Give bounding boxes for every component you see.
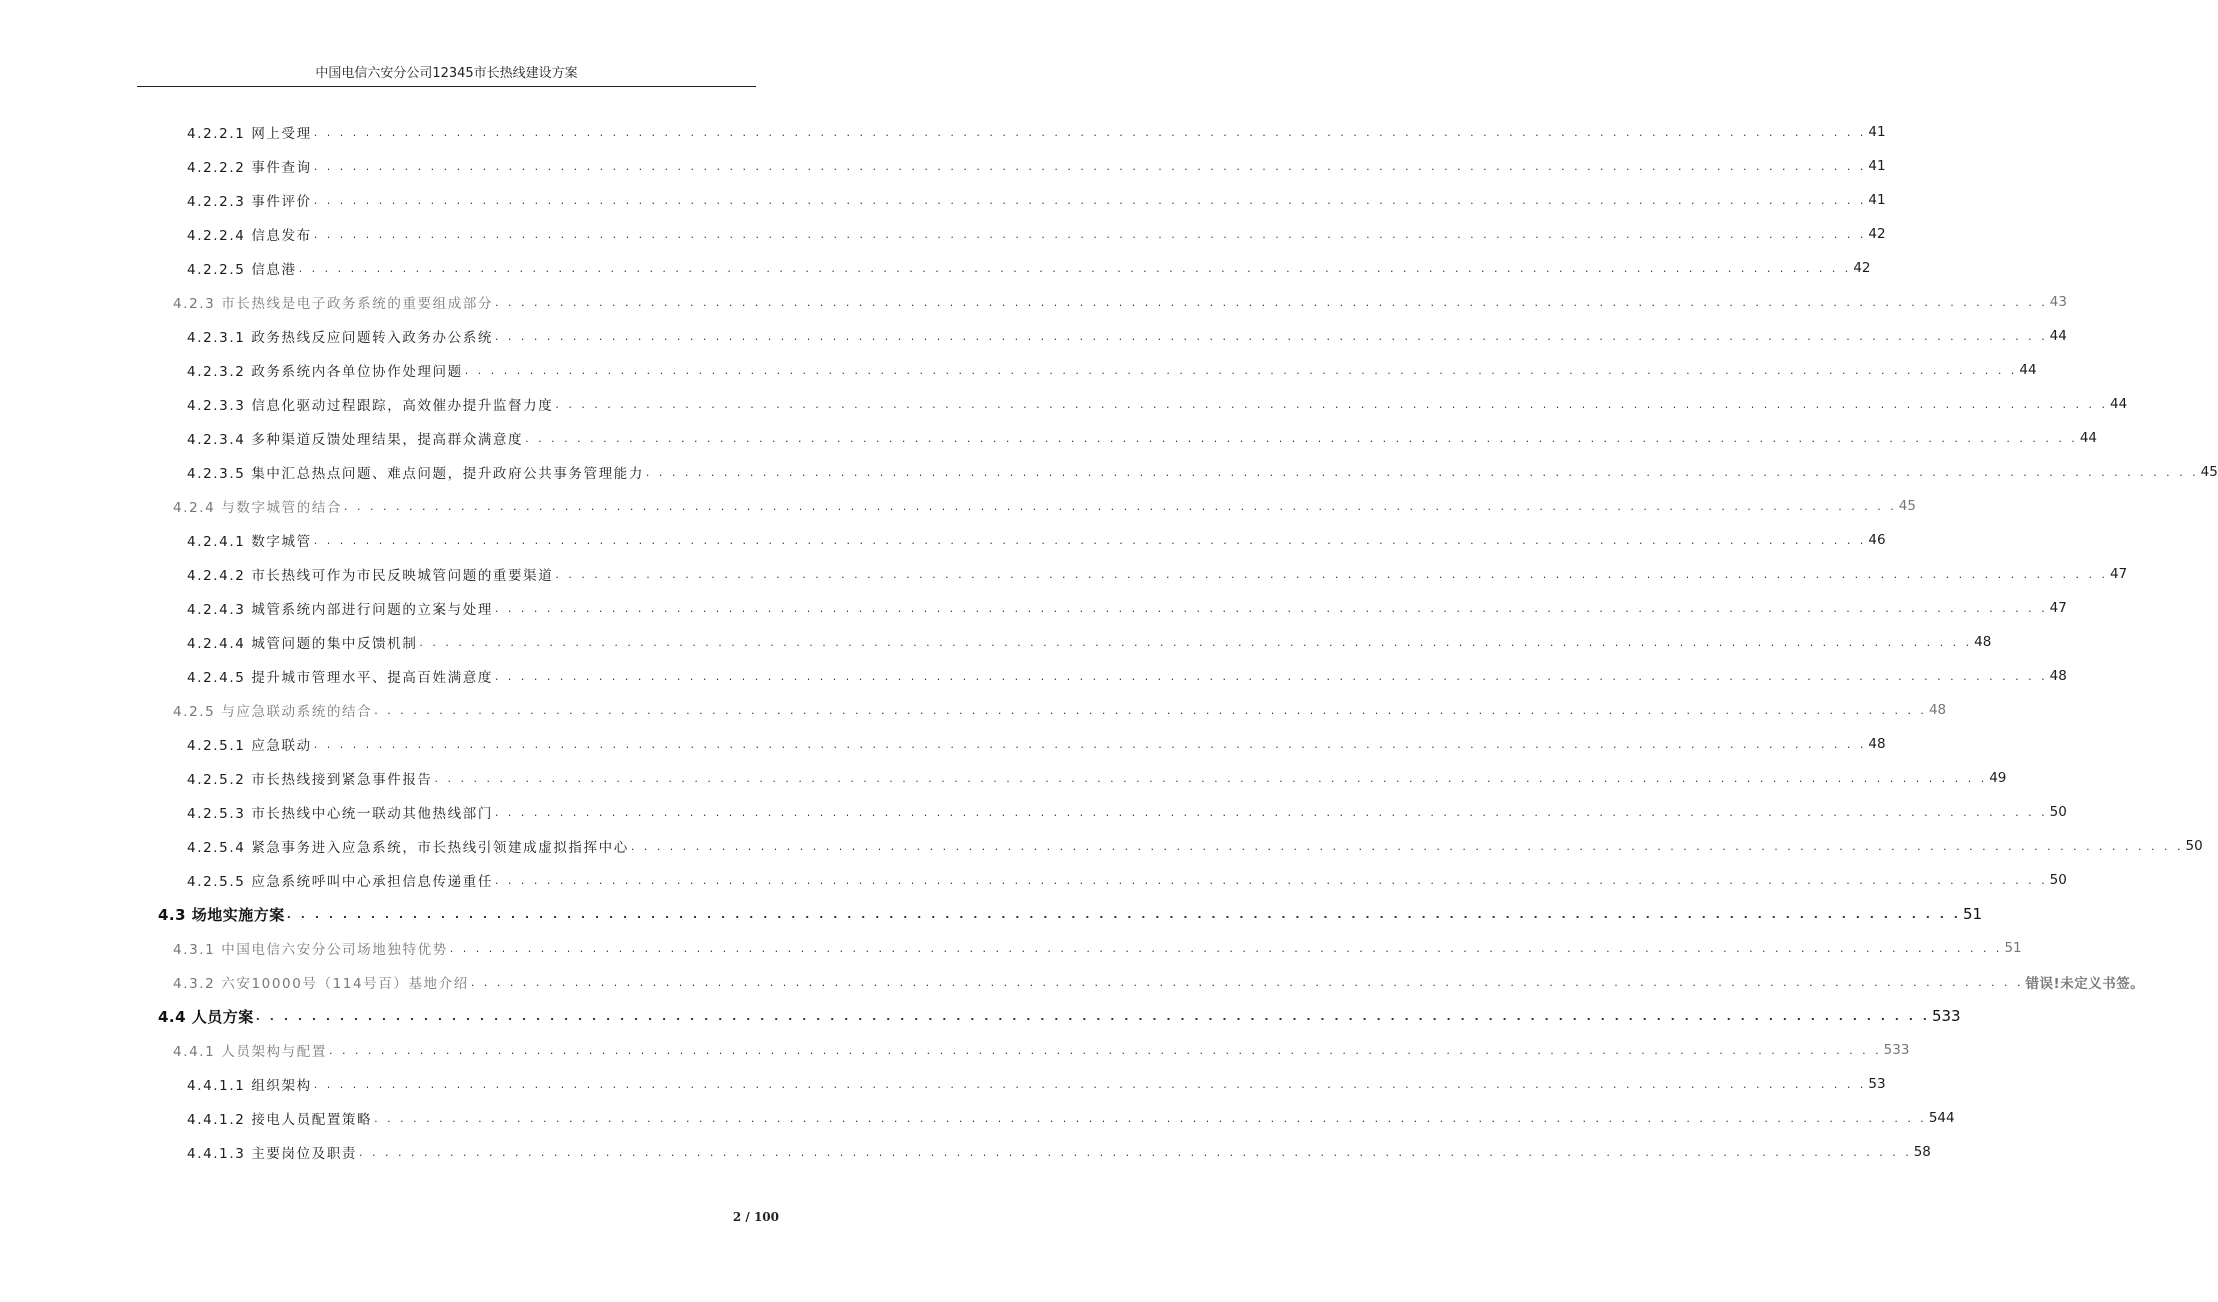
toc-entry-label: 4.2.4.3 城管系统内部进行问题的立案与处理 [187,602,493,618]
toc-entry-label: 4.3.1 中国电信六安分公司场地独特优势 [173,942,448,958]
toc-entry-page: 44 [2079,430,2097,446]
toc-entry[interactable] [187,529,1886,551]
toc-entry[interactable] [187,1107,1955,1129]
toc-entry[interactable] [173,937,2022,959]
toc-entry-page: 48 [1974,634,1992,650]
toc-entry-label: 4.4.1.2 接电人员配置策略 [187,1112,373,1128]
toc-entry[interactable] [173,291,2067,313]
toc-entry-page: 50 [2185,838,2203,854]
toc-entry-label: 4.3 场地实施方案 [158,905,285,924]
toc-entry-label: 4.2.3.1 政务热线反应问题转入政务办公系统 [187,330,493,346]
toc-dot-leader: . . . . . . . . . . . . . . . . . . . . . . . . . . . . . . . . . . . . . . . . . . . . . . . . . . . . . . . . . . . . . . . . . . . . . . . . . . . . . . . . . . . . . . . . . . . . . . . . . . . . . . . . . . . . . . . . . . . . . . . . [255,1009,1930,1023]
toc-entry-label: 4.2.2.5 信息港 [187,262,297,278]
toc-entry-page: 41 [1868,192,1886,208]
toc-dot-leader: . . . . . . . . . . . . . . . . . . . . . . . . . . . . . . . . . . . . . . . . . . . . . . . . . . . . . . . . . . . . . . . . . . . . . . . . . . . . . . . . . . . . . . . . . . . . . . . . . . . . . . . . . . . . . . . . . . . . . . . . [555,397,2109,411]
toc-entry-page: 46 [1868,532,1886,548]
toc-dot-leader: . . . . . . . . . . . . . . . . . . . . . . . . . . . . . . . . . . . . . . . . . . . . . . . . . . . . . . . . . . . . . . . . . . . . . . . . . . . . . . . . . . . . . . . . . . . . . . . . . . . . . . . . . . . . . . . . . . . . . . . . [525,431,2078,445]
toc-entry-page: 45 [1898,498,1916,514]
toc-entry-page: 43 [2049,294,2067,310]
toc-entry[interactable] [187,325,2067,347]
toc-dot-leader: . . . . . . . . . . . . . . . . . . . . . . . . . . . . . . . . . . . . . . . . . . . . . . . . . . . . . . . . . . . . . . . . . . . . . . . . . . . . . . . . . . . . . . . . . . . . . . . . . . . . . . . . . . . . . . . . . . . . . . . . [494,329,2048,343]
toc-dot-leader: . . . . . . . . . . . . . . . . . . . . . . . . . . . . . . . . . . . . . . . . . . . . . . . . . . . . . . . . . . . . . . . . . . . . . . . . . . . . . . . . . . . . . . . . . . . . . . . . . . . . . . . . . . . . . . . . . . . . . . . . [298,261,1852,275]
toc-entry-page: 544 [1928,1110,1955,1126]
toc-entry-label: 4.2.5.5 应急系统呼叫中心承担信息传递重任 [187,874,493,890]
toc-entry[interactable] [187,1073,1886,1095]
toc-entry-label: 4.2.3.4 多种渠道反馈处理结果，提高群众满意度 [187,432,524,448]
toc-dot-leader: . . . . . . . . . . . . . . . . . . . . . . . . . . . . . . . . . . . . . . . . . . . . . . . . . . . . . . . . . . . . . . . . . . . . . . . . . . . . . . . . . . . . . . . . . . . . . . . . . . . . . . . . . . . . . . . . . . . . . . . . [313,1077,1867,1091]
toc-dot-leader: . . . . . . . . . . . . . . . . . . . . . . . . . . . . . . . . . . . . . . . . . . . . . . . . . . . . . . . . . . . . . . . . . . . . . . . . . . . . . . . . . . . . . . . . . . . . . . . . . . . . . . . . . . . . . . . . . . . . . . . . [313,533,1867,547]
toc-entry-page: 51 [1962,905,1983,923]
toc-dot-leader: . . . . . . . . . . . . . . . . . . . . . . . . . . . . . . . . . . . . . . . . . . . . . . . . . . . . . . . . . . . . . . . . . . . . . . . . . . . . . . . . . . . . . . . . . . . . . . . . . . . . . . . . . . . . . . . . . . . . . . . . [313,159,1867,173]
toc-entry[interactable] [187,393,2128,415]
toc-dot-leader: . . . . . . . . . . . . . . . . . . . . . . . . . . . . . . . . . . . . . . . . . . . . . . . . . . . . . . . . . . . . . . . . . . . . . . . . . . . . . . . . . . . . . . . . . . . . . . . . . . . . . . . . . . . . . . . . . . . . . . . . [494,669,2048,683]
toc-entry[interactable] [173,1039,1910,1061]
toc-entry[interactable] [187,869,2067,891]
toc-dot-leader: . . . . . . . . . . . . . . . . . . . . . . . . . . . . . . . . . . . . . . . . . . . . . . . . . . . . . . . . . . . . . . . . . . . . . . . . . . . . . . . . . . . . . . . . . . . . . . . . . . . . . . . . . . . . . . . . . . . . . . . . [494,805,2048,819]
toc-entry-page: 47 [2110,566,2128,582]
toc-dot-leader: . . . . . . . . . . . . . . . . . . . . . . . . . . . . . . . . . . . . . . . . . . . . . . . . . . . . . . . . . . . . . . . . . . . . . . . . . . . . . . . . . . . . . . . . . . . . . . . . . . . . . . . . . . . . . . . . . . . . . . . . [464,363,2018,377]
toc-dot-leader: . . . . . . . . . . . . . . . . . . . . . . . . . . . . . . . . . . . . . . . . . . . . . . . . . . . . . . . . . . . . . . . . . . . . . . . . . . . . . . . . . . . . . . . . . . . . . . . . . . . . . . . . . . . . . . . . . . . . . . . . [555,567,2109,581]
toc-dot-leader: . . . . . . . . . . . . . . . . . . . . . . . . . . . . . . . . . . . . . . . . . . . . . . . . . . . . . . . . . . . . . . . . . . . . . . . . . . . . . . . . . . . . . . . . . . . . . . . . . . . . . . . . . . . . . . . . . . . . . . . . [313,193,1867,207]
toc-dot-leader: . . . . . . . . . . . . . . . . . . . . . . . . . . . . . . . . . . . . . . . . . . . . . . . . . . . . . . . . . . . . . . . . . . . . . . . . . . . . . . . . . . . . . . . . . . . . . . . . . . . . . . . . . . . . . . . . . . . . . . . . [374,703,1927,717]
toc-dot-leader: . . . . . . . . . . . . . . . . . . . . . . . . . . . . . . . . . . . . . . . . . . . . . . . . . . . . . . . . . . . . . . . . . . . . . . . . . . . . . . . . . . . . . . . . . . . . . . . . . . . . . . . . . . . . . . . . . . . . . . . . [328,1043,1882,1057]
toc-entry[interactable] [187,563,2128,585]
toc-entry[interactable] [187,359,2037,381]
toc-dot-leader: . . . . . . . . . . . . . . . . . . . . . . . . . . . . . . . . . . . . . . . . . . . . . . . . . . . . . . . . . . . . . . . . . . . . . . . . . . . . . . . . . . . . . . . . . . . . . . . . . . . . . . . . . . . . . . . . . . . . . . . . [434,771,1988,785]
toc-dot-leader: . . . . . . . . . . . . . . . . . . . . . . . . . . . . . . . . . . . . . . . . . . . . . . . . . . . . . . . . . . . . . . . . . . . . . . . . . . . . . . . . . . . . . . . . . . . . . . . . . . . . . . . . . . . . . . . . . . . . . . . . [286,907,1961,921]
toc-dot-leader: . . . . . . . . . . . . . . . . . . . . . . . . . . . . . . . . . . . . . . . . . . . . . . . . . . . . . . . . . . . . . . . . . . . . . . . . . . . . . . . . . . . . . . . . . . . . . . . . . . . . . . . . . . . . . . . . . . . . . . . . [313,125,1867,139]
toc-dot-leader: . . . . . . . . . . . . . . . . . . . . . . . . . . . . . . . . . . . . . . . . . . . . . . . . . . . . . . . . . . . . . . . . . . . . . . . . . . . . . . . . . . . . . . . . . . . . . . . . . . . . . . . . . . . . . . . . . . . . . . . . [645,465,2199,479]
toc-entry-page: 53 [1868,1076,1886,1092]
toc-entry[interactable] [187,631,1992,653]
toc-entry[interactable] [187,597,2067,619]
toc-entry-page: 44 [2110,396,2128,412]
toc-entry-page: 42 [1868,226,1886,242]
toc-entry-label: 4.2.4.4 城管问题的集中反馈机制 [187,636,418,652]
toc-dot-leader: . . . . . . . . . . . . . . . . . . . . . . . . . . . . . . . . . . . . . . . . . . . . . . . . . . . . . . . . . . . . . . . . . . . . . . . . . . . . . . . . . . . . . . . . . . . . . . . . . . . . . . . . . . . . . . . . . . . . . . . . [359,1145,1912,1159]
toc-entry-label: 4.2.5.2 市长热线接到紧急事件报告 [187,772,433,788]
toc-dot-leader: . . . . . . . . . . . . . . . . . . . . . . . . . . . . . . . . . . . . . . . . . . . . . . . . . . . . . . . . . . . . . . . . . . . . . . . . . . . . . . . . . . . . . . . . . . . . . . . . . . . . . . . . . . . . . . . . . . . . . . . . [494,873,2048,887]
toc-entry-label: 4.2.3.5 集中汇总热点问题、难点问题，提升政府公共事务管理能力 [187,466,644,482]
toc-entry[interactable] [173,495,1916,517]
toc-dot-leader: . . . . . . . . . . . . . . . . . . . . . . . . . . . . . . . . . . . . . . . . . . . . . . . . . . . . . . . . . . . . . . . . . . . . . . . . . . . . . . . . . . . . . . . . . . . . . . . . . . . . . . . . . . . . . . . . . . . . . . . . [449,941,2003,955]
toc-entry-label: 4.2.3.2 政务系统内各单位协作处理问题 [187,364,463,380]
toc-entry-label: 4.2.3.3 信息化驱动过程跟踪，高效催办提升监督力度 [187,398,554,414]
toc-dot-leader: . . . . . . . . . . . . . . . . . . . . . . . . . . . . . . . . . . . . . . . . . . . . . . . . . . . . . . . . . . . . . . . . . . . . . . . . . . . . . . . . . . . . . . . . . . . . . . . . . . . . . . . . . . . . . . . . . . . . . . . . [470,975,2024,989]
toc-entry-page: 48 [1868,736,1886,752]
toc-entry[interactable] [187,835,2203,857]
toc-entry[interactable] [173,971,2145,993]
toc-entry-label: 4.2.5.3 市长热线中心统一联动其他热线部门 [187,806,493,822]
page-number: 2 / 100 [732,1210,779,1224]
toc-entry-page: 533 [1931,1007,1961,1025]
toc-entry-page: 49 [1989,770,2007,786]
toc-entry[interactable] [158,1005,1961,1027]
page-header-title: 中国电信六安分公司12345市长热线建设方案 [315,66,578,81]
toc-entry-label: 4.2.5 与应急联动系统的结合 [173,704,373,720]
toc-entry-label: 4.2.4.1 数字城管 [187,534,312,550]
toc-entry[interactable] [187,1141,1931,1163]
toc-entry[interactable] [187,121,1886,143]
toc-entry-label: 4.4.1 人员架构与配置 [173,1044,327,1060]
toc-entry-page: 44 [2049,328,2067,344]
toc-entry-label: 4.2.5.1 应急联动 [187,738,312,754]
toc-entry-page: 47 [2049,600,2067,616]
toc-entry-label: 4.4.1.1 组织架构 [187,1078,312,1094]
toc-entry-page: 58 [1913,1144,1931,1160]
toc-entry-page: 48 [2049,668,2067,684]
toc-entry[interactable] [187,733,1886,755]
toc-dot-leader: . . . . . . . . . . . . . . . . . . . . . . . . . . . . . . . . . . . . . . . . . . . . . . . . . . . . . . . . . . . . . . . . . . . . . . . . . . . . . . . . . . . . . . . . . . . . . . . . . . . . . . . . . . . . . . . . . . . . . . . . [419,635,1973,649]
toc-entry[interactable] [187,223,1886,245]
toc-entry-label: 4.2.4 与数字城管的结合 [173,500,343,516]
toc-dot-leader: . . . . . . . . . . . . . . . . . . . . . . . . . . . . . . . . . . . . . . . . . . . . . . . . . . . . . . . . . . . . . . . . . . . . . . . . . . . . . . . . . . . . . . . . . . . . . . . . . . . . . . . . . . . . . . . . . . . . . . . . [344,499,1897,513]
toc-entry-error: 错误!未定义书签。 [2025,976,2145,992]
toc-dot-leader: . . . . . . . . . . . . . . . . . . . . . . . . . . . . . . . . . . . . . . . . . . . . . . . . . . . . . . . . . . . . . . . . . . . . . . . . . . . . . . . . . . . . . . . . . . . . . . . . . . . . . . . . . . . . . . . . . . . . . . . . [494,601,2048,615]
toc-entry-page: 45 [2200,464,2218,480]
toc-entry[interactable] [173,699,1947,721]
toc-entry[interactable] [187,801,2067,823]
toc-dot-leader: . . . . . . . . . . . . . . . . . . . . . . . . . . . . . . . . . . . . . . . . . . . . . . . . . . . . . . . . . . . . . . . . . . . . . . . . . . . . . . . . . . . . . . . . . . . . . . . . . . . . . . . . . . . . . . . . . . . . . . . . [630,839,2184,853]
toc-entry[interactable] [187,461,2218,483]
toc-entry[interactable] [187,767,2007,789]
toc-dot-leader: . . . . . . . . . . . . . . . . . . . . . . . . . . . . . . . . . . . . . . . . . . . . . . . . . . . . . . . . . . . . . . . . . . . . . . . . . . . . . . . . . . . . . . . . . . . . . . . . . . . . . . . . . . . . . . . . . . . . . . . . [374,1111,1927,1125]
toc-entry[interactable] [158,903,1983,925]
toc-entry-page: 41 [1868,124,1886,140]
toc-dot-leader: . . . . . . . . . . . . . . . . . . . . . . . . . . . . . . . . . . . . . . . . . . . . . . . . . . . . . . . . . . . . . . . . . . . . . . . . . . . . . . . . . . . . . . . . . . . . . . . . . . . . . . . . . . . . . . . . . . . . . . . . [313,227,1867,241]
toc-entry[interactable] [187,155,1886,177]
toc-entry[interactable] [187,665,2067,687]
toc-entry-page: 50 [2049,804,2067,820]
toc-entry-page: 41 [1868,158,1886,174]
toc-entry-page: 44 [2019,362,2037,378]
toc-entry-page: 50 [2049,872,2067,888]
toc-entry-label: 4.4 人员方案 [158,1007,254,1026]
toc-entry-label: 4.2.2.1 网上受理 [187,126,312,142]
toc-entry-label: 4.4.1.3 主要岗位及职责 [187,1146,358,1162]
toc-entry-page: 533 [1883,1042,1910,1058]
toc-entry-label: 4.3.2 六安10000号（114号百）基地介绍 [173,976,469,992]
toc-dot-leader: . . . . . . . . . . . . . . . . . . . . . . . . . . . . . . . . . . . . . . . . . . . . . . . . . . . . . . . . . . . . . . . . . . . . . . . . . . . . . . . . . . . . . . . . . . . . . . . . . . . . . . . . . . . . . . . . . . . . . . . . [313,737,1867,751]
toc-entry-label: 4.2.2.3 事件评价 [187,194,312,210]
toc-entry-page: 42 [1853,260,1871,276]
toc-entry-label: 4.2.4.2 市长热线可作为市民反映城管问题的重要渠道 [187,568,554,584]
toc-entry-page: 51 [2004,940,2022,956]
toc-entry-page: 48 [1928,702,1947,718]
toc-entry[interactable] [187,257,1871,279]
toc-dot-leader: . . . . . . . . . . . . . . . . . . . . . . . . . . . . . . . . . . . . . . . . . . . . . . . . . . . . . . . . . . . . . . . . . . . . . . . . . . . . . . . . . . . . . . . . . . . . . . . . . . . . . . . . . . . . . . . . . . . . . . . . [495,295,2048,309]
toc-entry[interactable] [187,189,1886,211]
toc-entry-label: 4.2.2.2 事件查询 [187,160,312,176]
toc-entry-label: 4.2.5.4 紧急事务进入应急系统，市长热线引领建成虚拟指挥中心 [187,840,629,856]
toc-entry[interactable] [187,427,2097,449]
toc-entry-label: 4.2.4.5 提升城市管理水平、提高百姓满意度 [187,670,493,686]
header-rule [137,86,756,87]
toc-entry-label: 4.2.3 市长热线是电子政务系统的重要组成部分 [173,296,494,312]
toc-entry-label: 4.2.2.4 信息发布 [187,228,312,244]
